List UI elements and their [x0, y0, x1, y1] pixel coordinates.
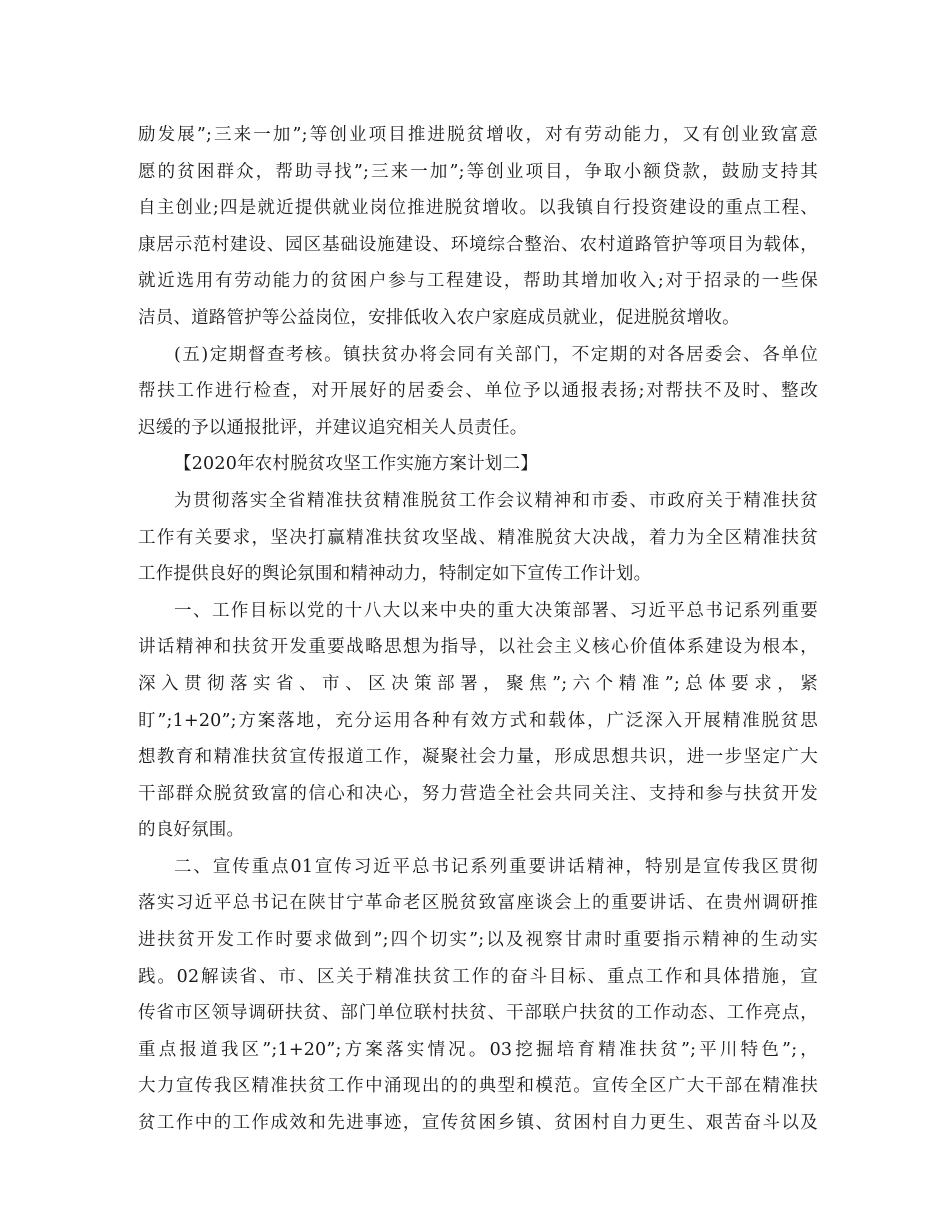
text-line: 帮扶工作进行检查，对开展好的居委会、单位予以通报表扬;对帮扶不及时、整改 [138, 381, 818, 402]
paragraph-publicity-focus [138, 849, 818, 1142]
text-line: 想教育和精准扶贫宣传报道工作，凝聚社会力量，形成思想共识，进一步坚定广大 [138, 747, 818, 768]
text-line: 二、宣传重点01宣传习近平总书记系列重要讲话精神，特别是宣传我区贯彻 [174, 856, 818, 877]
paragraph-employment-support [138, 117, 818, 337]
text-line: 进扶贫开发工作时要求做到”;四个切实”;以及视察甘肃时重要指示精神的生动实 [138, 930, 818, 951]
text-line: 一、工作目标以党的十八大以来中央的重大决策部署、习近平总书记系列重要 [174, 600, 818, 621]
text-line: 洁员、道路管护等公益岗位，安排低收入农户家庭成员就业，促进脱贫增收。 [138, 307, 740, 328]
text-line: (五)定期督查考核。镇扶贫办将会同有关部门，不定期的对各居委会、各单位 [174, 344, 818, 365]
text-line: 康居示范村建设、园区基础设施建设、环境综合整治、农村道路管护等项目为载体， [138, 234, 818, 255]
text-line: 的良好氛围。 [138, 820, 245, 841]
text-line: 践。02解读省、市、区关于精准扶贫工作的奋斗目标、重点工作和具体措施，宣 [138, 966, 818, 987]
text-line: 重点报道我区”;1+20”;方案落实情况。03挖掘培育精准扶贫”;平川特色”;， [138, 1039, 818, 1060]
section-heading [138, 446, 818, 483]
heading-line: 【2020年农村脱贫攻坚工作实施方案计划二】 [174, 454, 538, 475]
text-line: 大力宣传我区精准扶贫工作中涌现出的的典型和模范。宣传全区广大干部在精准扶 [138, 1076, 818, 1097]
text-line: 干部群众脱贫致富的信心和决心，努力营造全社会共同关注、支持和参与扶贫开发 [138, 783, 818, 804]
text-line: 愿的贫困群众，帮助寻找”;三来一加”;等创业项目，争取小额贷款，鼓励支持其 [138, 161, 818, 182]
text-line: 贫工作中的工作成效和先进事迹，宣传贫困乡镇、贫困村自力更生、艰苦奋斗以及 [138, 1113, 818, 1134]
document-body [138, 117, 818, 1142]
text-line: 励发展”;三来一加”;等创业项目推进脱贫增收，对有劳动能力，又有创业致富意 [138, 125, 818, 145]
text-line: 工作提供良好的舆论氛围和精神动力，特制定如下宣传工作计划。 [138, 564, 652, 585]
text-line: 传省市区领导调研扶贫、部门单位联村扶贫、干部联户扶贫的工作动态、工作亮点， [138, 1003, 818, 1024]
text-line: 为贯彻落实全省精准扶贫精准脱贫工作会议精神和市委、市政府关于精准扶贫 [174, 490, 818, 511]
text-line: 深入贯彻落实省、市、区决策部署，聚焦”;六个精准”;总体要求，紧 [138, 673, 818, 694]
paragraph-introduction [138, 483, 818, 593]
text-line: 自主创业;四是就近提供就业岗位推进脱贫增收。以我镇自行投资建设的重点工程、 [138, 198, 818, 219]
paragraph-supervision [138, 337, 818, 447]
text-line: 工作有关要求，坚决打赢精准扶贫攻坚战、精准脱贫大决战，着力为全区精准扶贫 [138, 527, 818, 548]
text-line: 迟缓的予以通报批评，并建议追究相关人员责任。 [138, 417, 528, 438]
text-line: 就近选用有劳动能力的贫困户参与工程建设，帮助其增加收入;对于招录的一些保 [138, 271, 818, 292]
paragraph-work-goals [138, 593, 818, 849]
text-line: 讲话精神和扶贫开发重要战略思想为指导，以社会主义核心价值体系建设为根本， [138, 637, 818, 658]
text-line: 盯”;1+20”;方案落地，充分运用各种有效方式和载体，广泛深入开展精准脱贫思 [138, 710, 818, 731]
text-line: 落实习近平总书记在陕甘宁革命老区脱贫致富座谈会上的重要讲话、在贵州调研推 [138, 893, 818, 914]
